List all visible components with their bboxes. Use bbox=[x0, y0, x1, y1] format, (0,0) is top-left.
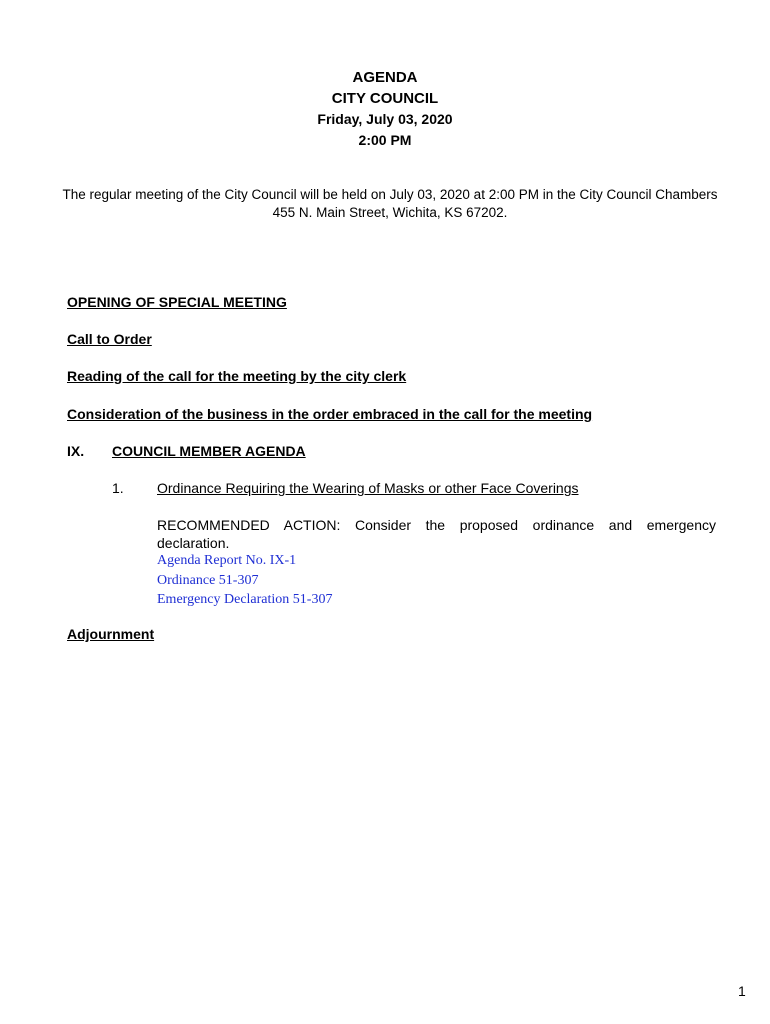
section-opening: OPENING OF SPECIAL MEETING bbox=[67, 294, 287, 310]
item-number: 1. bbox=[112, 480, 124, 496]
section-adjournment: Adjournment bbox=[67, 626, 155, 642]
ordinance-link[interactable]: Ordinance 51-307 bbox=[157, 572, 259, 588]
page-number: 1 bbox=[738, 983, 746, 999]
item-links bbox=[157, 551, 332, 610]
emergency-declaration-link[interactable]: Emergency Declaration 51-307 bbox=[157, 592, 333, 607]
section-call-to-order: Call to Order bbox=[67, 331, 152, 347]
item-title: Ordinance Requiring the Wearing of Masks or other Face Coverings bbox=[157, 480, 579, 496]
agenda-title: AGENDA bbox=[352, 69, 418, 86]
agenda-report-link[interactable]: Agenda Report No. IX-1 bbox=[157, 553, 297, 568]
agenda-header bbox=[0, 67, 770, 151]
intro-text: The regular meeting of the City Council will be held on July 03, 2020 at 2:00 PM in the City Council Chambers bbox=[62, 187, 718, 202]
intro-address: 455 N. Main Street, Wichita, KS 67202. bbox=[272, 205, 508, 220]
recommended-action: RECOMMENDED ACTION: Consider the proposed ordinance and emergency declaration. bbox=[157, 517, 716, 551]
section-reading: Reading of the call for the meeting by the city clerk bbox=[67, 368, 407, 384]
council-member-agenda-heading: COUNCIL MEMBER AGENDA bbox=[112, 443, 306, 459]
section-numeral: IX. bbox=[67, 443, 85, 459]
council-title: CITY COUNCIL bbox=[331, 90, 439, 107]
meeting-time: 2:00 PM bbox=[358, 132, 412, 148]
meeting-date: Friday, July 03, 2020 bbox=[317, 111, 453, 127]
meeting-intro bbox=[60, 186, 720, 222]
section-consideration: Consideration of the business in the order embraced in the call for the meeting bbox=[67, 406, 593, 422]
